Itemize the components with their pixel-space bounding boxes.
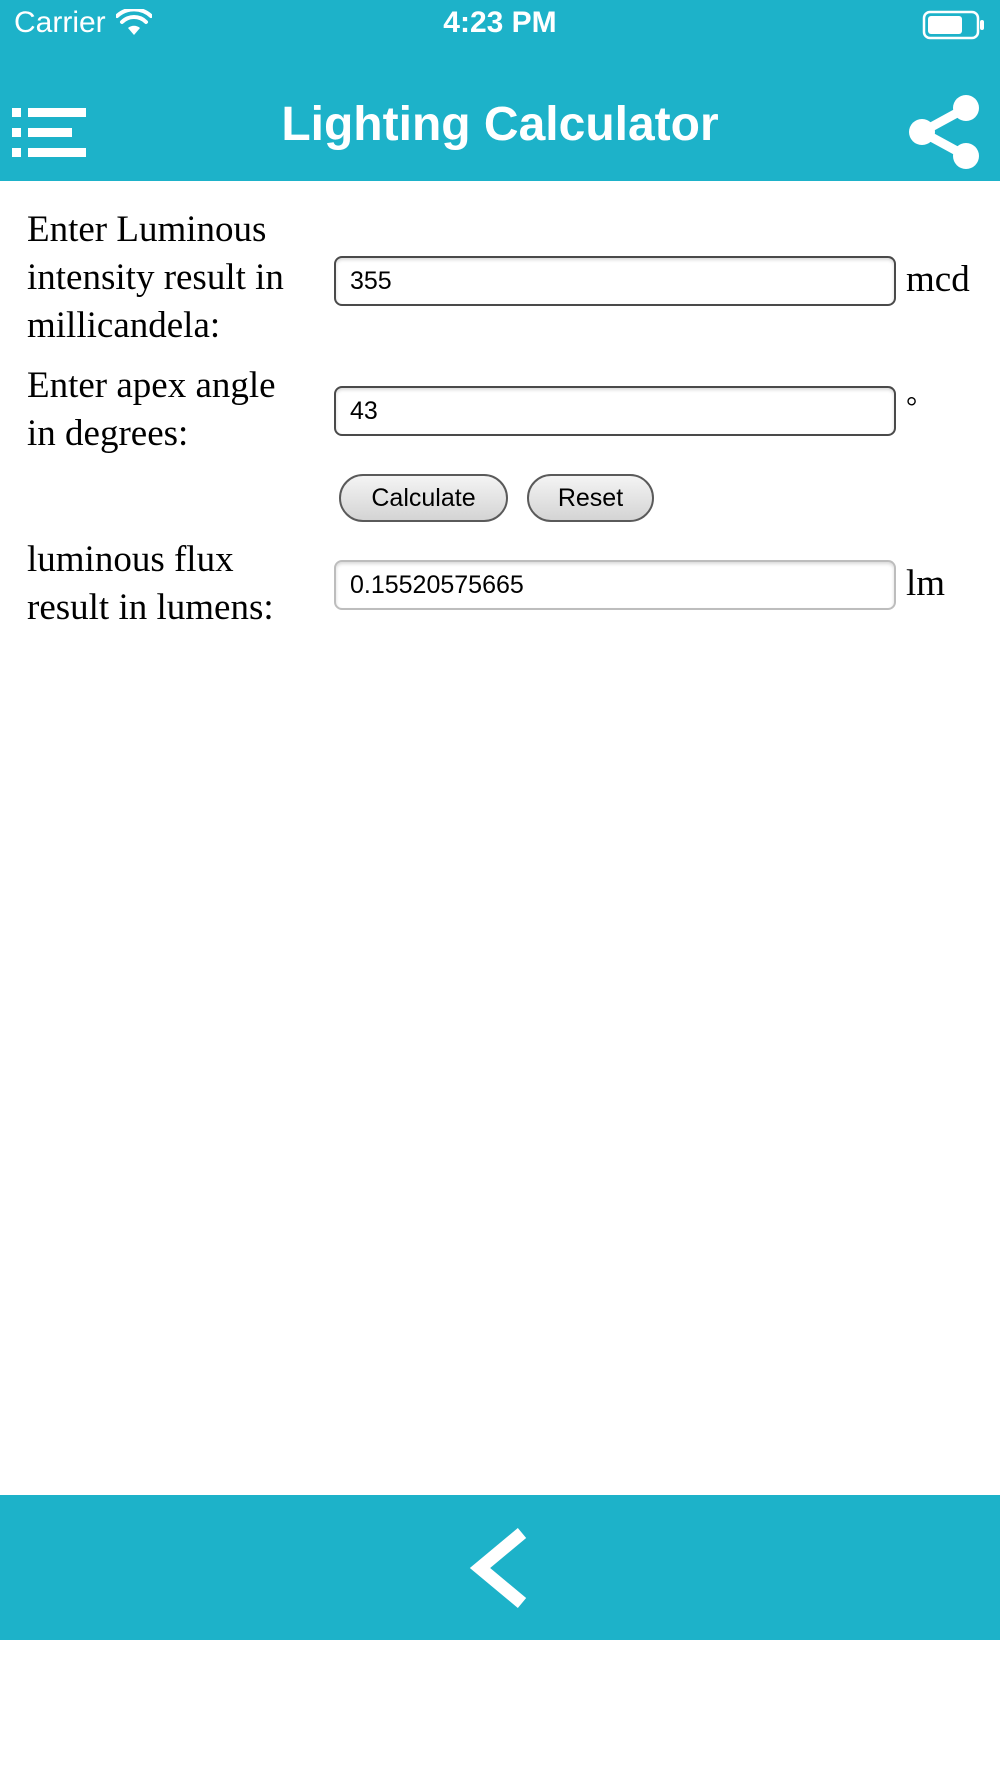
bottom-bar xyxy=(0,1495,1000,1640)
menu-list-icon[interactable] xyxy=(12,106,86,160)
carrier-label: Carrier xyxy=(14,6,106,39)
flux-unit: lm xyxy=(906,563,946,604)
intensity-label: Enter Luminous intensity result in millicandela: xyxy=(27,209,284,346)
angle-unit: ° xyxy=(906,392,918,423)
intensity-unit: mcd xyxy=(906,259,970,300)
reset-button[interactable]: Reset xyxy=(527,474,654,522)
share-icon[interactable] xyxy=(906,94,982,170)
flux-result-field[interactable] xyxy=(334,560,896,610)
intensity-input[interactable] xyxy=(334,256,896,306)
battery-icon xyxy=(922,10,986,40)
page-title: Lighting Calculator xyxy=(281,98,719,151)
flux-label: luminous flux result in lumens: xyxy=(27,539,274,628)
angle-input[interactable] xyxy=(334,386,896,436)
angle-label: Enter apex angle in degrees: xyxy=(27,365,276,454)
header-bar xyxy=(0,0,1000,181)
status-bar-time: 4:23 PM xyxy=(443,6,557,39)
back-chevron-icon[interactable] xyxy=(466,1527,534,1609)
calculate-button[interactable]: Calculate xyxy=(339,474,508,522)
